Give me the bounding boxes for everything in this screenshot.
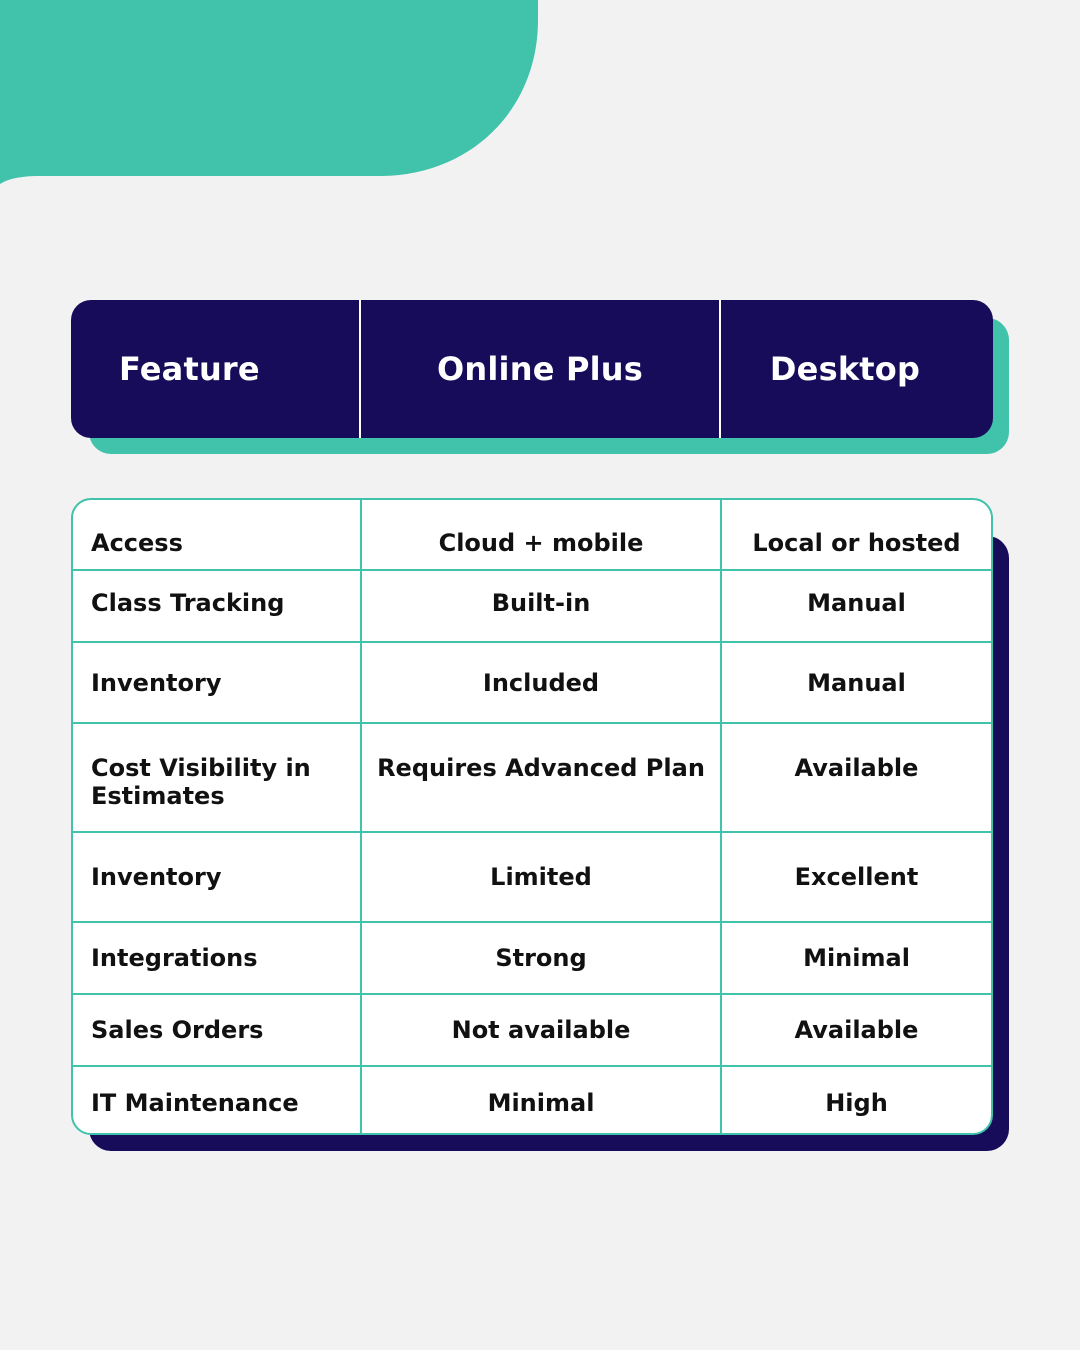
table-row bbox=[73, 571, 991, 643]
feature-cell: Inventory bbox=[73, 643, 362, 722]
online-plus-cell: Minimal bbox=[362, 1067, 722, 1135]
decorative-teal-blob bbox=[0, 0, 538, 184]
table-row bbox=[73, 500, 991, 571]
online-plus-cell: Not available bbox=[362, 995, 722, 1065]
desktop-cell: Manual bbox=[807, 589, 906, 617]
desktop-cell: Available bbox=[794, 1016, 919, 1044]
desktop-cell: Minimal bbox=[803, 944, 910, 972]
table-row bbox=[73, 1067, 991, 1135]
feature-cell: Access bbox=[73, 500, 362, 569]
online-plus-cell: Included bbox=[362, 643, 722, 722]
header-desktop: Desktop bbox=[769, 350, 921, 388]
table-row bbox=[73, 724, 991, 833]
feature-cell: IT Maintenance bbox=[73, 1067, 362, 1135]
online-plus-cell: Strong bbox=[362, 923, 722, 993]
feature-cell: Sales Orders bbox=[73, 995, 362, 1065]
header-feature: Feature bbox=[71, 300, 361, 438]
table-row bbox=[73, 643, 991, 724]
table-row bbox=[73, 995, 991, 1067]
feature-cell: Class Tracking bbox=[73, 571, 362, 641]
table-row bbox=[73, 833, 991, 923]
header-online-plus: Online Plus bbox=[361, 300, 721, 438]
desktop-cell: High bbox=[825, 1088, 888, 1117]
feature-cell: Cost Visibility in Estimates bbox=[73, 724, 362, 831]
comparison-table bbox=[71, 498, 993, 1135]
comparison-header bbox=[71, 300, 993, 438]
feature-cell: Integrations bbox=[73, 923, 362, 993]
desktop-cell: Local or hosted bbox=[752, 528, 961, 557]
table-row bbox=[73, 923, 991, 995]
desktop-cell: Available bbox=[794, 754, 919, 782]
desktop-cell: Excellent bbox=[794, 863, 919, 891]
desktop-cell: Manual bbox=[807, 668, 906, 697]
online-plus-cell: Limited bbox=[362, 833, 722, 921]
online-plus-cell: Built-in bbox=[362, 571, 722, 641]
online-plus-cell: Cloud + mobile bbox=[362, 500, 722, 569]
feature-cell: Inventory bbox=[73, 833, 362, 921]
online-plus-cell: Requires Advanced Plan bbox=[362, 724, 722, 831]
